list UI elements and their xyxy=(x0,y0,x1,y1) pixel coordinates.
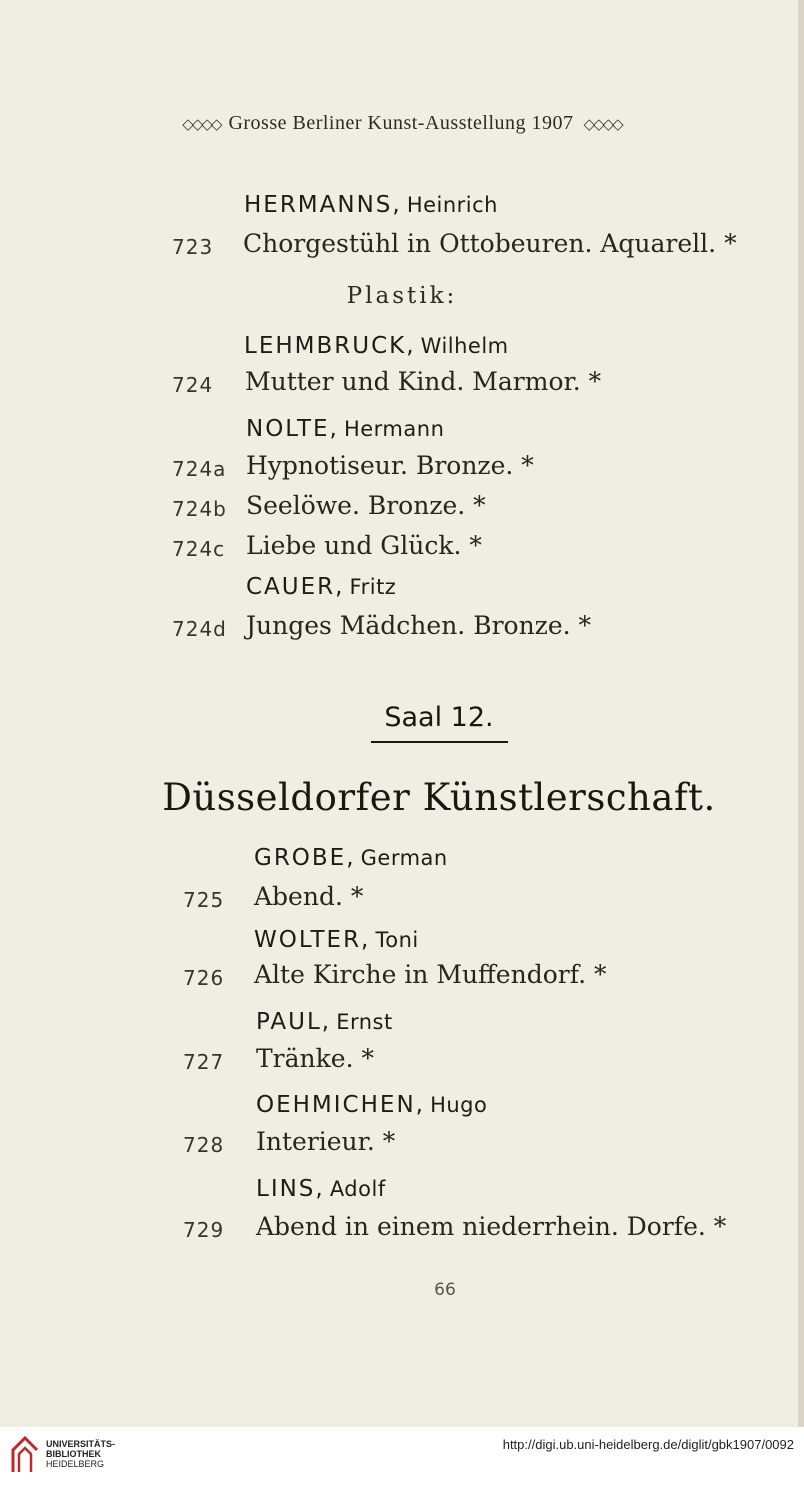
catalog-number: 724b xyxy=(172,497,227,521)
artwork-title: Abend. * xyxy=(254,882,364,911)
catalog-number: 725 xyxy=(183,888,225,912)
institution-line: UNIVERSITÄTS- xyxy=(46,1439,116,1449)
artist-surname: GROBE, xyxy=(254,845,356,871)
institution-line: BIBLIOTHEK xyxy=(46,1449,101,1459)
artist-surname: OEHMICHEN, xyxy=(256,1092,425,1118)
hall-heading: Saal 12. xyxy=(384,702,494,733)
artist-firstname: Hugo xyxy=(430,1093,488,1117)
catalog-number: 726 xyxy=(183,966,225,990)
permalink-url[interactable]: http://digi.ub.uni-heidelberg.de/diglit/gbk1907/0092 xyxy=(502,1437,794,1452)
running-header-title: Grosse Berliner Kunst-Ausstellung 1907 xyxy=(228,112,574,134)
running-header xyxy=(0,112,804,135)
artist-firstname: Ernst xyxy=(336,1010,393,1034)
artwork-title: Seelöwe. Bronze. * xyxy=(246,491,486,520)
artist-name xyxy=(254,927,419,953)
artist-name xyxy=(254,845,448,871)
page-number: 66 xyxy=(434,1280,456,1300)
section-heading-plastik: Plastik: xyxy=(346,283,458,309)
library-logo-icon xyxy=(10,1436,40,1474)
artist-surname: HERMANNS, xyxy=(244,192,402,218)
artist-firstname: Fritz xyxy=(349,575,397,599)
institution-name xyxy=(46,1439,115,1469)
catalog-number: 724a xyxy=(172,457,227,481)
artist-name xyxy=(244,333,509,359)
artist-firstname: Hermann xyxy=(343,417,445,441)
artist-surname: CAUER, xyxy=(246,574,345,600)
ornament-right: ◇◇◇◇ xyxy=(583,117,622,133)
artist-surname: LINS, xyxy=(256,1176,325,1202)
artist-name xyxy=(246,416,444,442)
artist-surname: NOLTE, xyxy=(246,416,339,442)
artist-surname: PAUL, xyxy=(256,1009,332,1035)
ornament-left: ◇◇◇◇ xyxy=(182,117,221,133)
catalog-number: 729 xyxy=(183,1218,225,1242)
artwork-title: Junges Mädchen. Bronze. * xyxy=(246,611,592,640)
artist-name xyxy=(256,1092,487,1118)
artwork-title: Alte Kirche in Muffendorf. * xyxy=(254,960,607,989)
artwork-title: Mutter und Kind. Marmor. * xyxy=(245,367,602,396)
artwork-title: Tränke. * xyxy=(256,1044,374,1073)
catalog-number: 728 xyxy=(183,1133,225,1157)
artwork-title: Liebe und Glück. * xyxy=(246,531,482,560)
artist-firstname: Wilhelm xyxy=(420,334,509,358)
artist-firstname: German xyxy=(360,846,448,870)
institution-line: HEIDELBERG xyxy=(46,1459,105,1469)
artwork-title: Interieur. * xyxy=(256,1127,396,1156)
artist-firstname: Toni xyxy=(375,928,419,952)
catalog-number: 724 xyxy=(172,373,214,397)
artist-surname: WOLTER, xyxy=(254,927,371,953)
catalog-number: 723 xyxy=(172,235,214,259)
hall-heading-underline xyxy=(371,741,508,743)
artist-firstname: Adolf xyxy=(329,1177,386,1201)
viewer-footer xyxy=(0,1427,804,1485)
catalog-number: 724c xyxy=(172,537,226,561)
group-title: Düsseldorfer Künstlerschaft. xyxy=(162,776,716,819)
catalog-number: 724d xyxy=(172,617,227,641)
artist-name xyxy=(256,1176,386,1202)
artist-surname: LEHMBRUCK, xyxy=(244,333,416,359)
artist-name xyxy=(256,1009,393,1035)
artwork-title: Chorgestühl in Ottobeuren. Aquarell. * xyxy=(243,229,737,258)
catalog-number: 727 xyxy=(183,1050,225,1074)
artist-name xyxy=(244,192,498,218)
artwork-title: Abend in einem niederrhein. Dorfe. * xyxy=(256,1212,727,1241)
artist-firstname: Heinrich xyxy=(406,193,498,217)
artist-name xyxy=(246,574,396,600)
artwork-title: Hypnotiseur. Bronze. * xyxy=(246,451,534,480)
